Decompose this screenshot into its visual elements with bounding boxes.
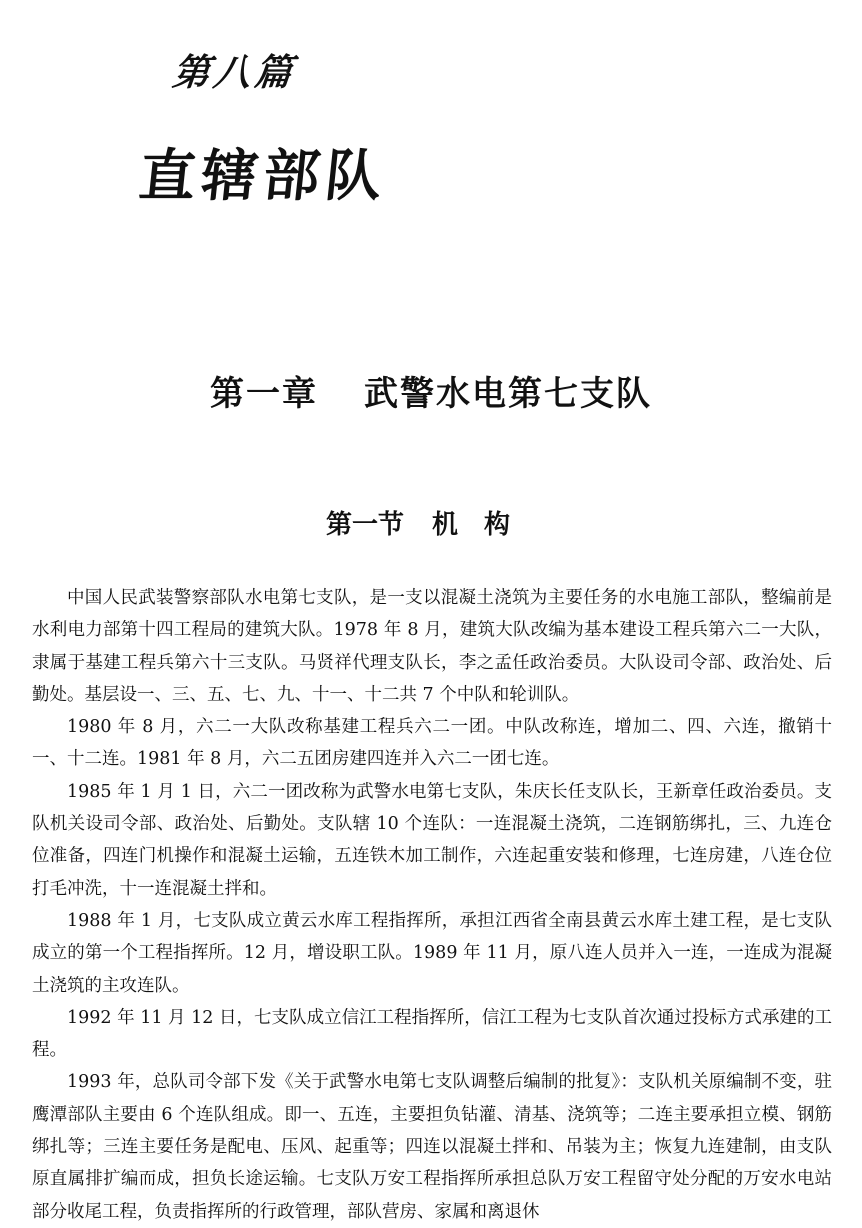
chapter-number: 第一章 <box>210 374 318 414</box>
section-heading <box>0 504 862 541</box>
paragraph: 中国人民武装警察部队水电第七支队，是一支以混凝土浇筑为主要任务的水电施工部队，整编前是水利电力部第十四工程局的建筑大队。1978 年 8 月，建筑大队改编为基本建设工程兵第六二一大队，隶属于基建工程兵第六十三支队。马贤祥代理支队长，李之孟任政治委员。大队设司令部、政治处、后勤处。基层设一、三、五、七、九、十一、十二共 7 个中队和轮训队。 <box>32 588 832 705</box>
part-title: 直辖部队 <box>136 143 392 209</box>
section-number: 第一节 <box>325 510 404 540</box>
body-text <box>32 582 832 1228</box>
paragraph: 1988 年 1 月，七支队成立黄云水库工程指挥所，承担江西省全南县黄云水库土建工程，是七支队成立的第一个工程指挥所。12 月，增设职工队。1989 年 11 月，原八连人员并入一连，一连成为混凝土浇筑的主攻连队。 <box>32 910 832 996</box>
paragraph: 1992 年 11 月 12 日，七支队成立信江工程指挥所，信江工程为七支队首次通过投标方式承建的工程。 <box>32 1007 832 1061</box>
paragraph: 1985 年 1 月 1 日，六二一团改称为武警水电第七支队，朱庆长任支队长，王新章任政治委员。支队机关设司令部、政治处、后勤处。支队辖 10 个连队：一连混凝土浇筑，二连钢筋绑扎，三、九连仓位准备，四连门机操作和混凝土运输，五连铁木加工制作，六连起重安装和修理，七连房建，八连仓位打毛冲洗，十一连混凝土拌和。 <box>32 781 832 899</box>
chapter-heading <box>0 366 862 415</box>
chapter-name: 武警水电第七支队 <box>364 374 652 414</box>
part-label: 第八篇 <box>170 50 298 94</box>
section-name: 机构 <box>432 510 537 540</box>
paragraph: 1980 年 8 月，六二一大队改称基建工程兵六二一团。中队改称连，增加二、四、六连，撤销十一、十二连。1981 年 8 月，六二五团房建四连并入六二一团七连。 <box>32 717 832 770</box>
paragraph: 1993 年，总队司令部下发《关于武警水电第七支队调整后编制的批复》：支队机关原编制不变，驻鹰潭部队主要由 6 个连队组成。即一、五连，主要担负钻灌、清基、浇筑等；二连主要承担立模、钢筋绑扎等；三连主要任务是配电、压风、起重等；四连以混凝土拌和、吊装为主；恢复九连建制，由支队原直属排扩编而成，担负长途运输。七支队万安工程指挥所承担总队万安工程留守处分配的万安水电站部分收尾工程，负责指挥所的行政管理，部队营房、家属和离退休 <box>32 1072 832 1222</box>
